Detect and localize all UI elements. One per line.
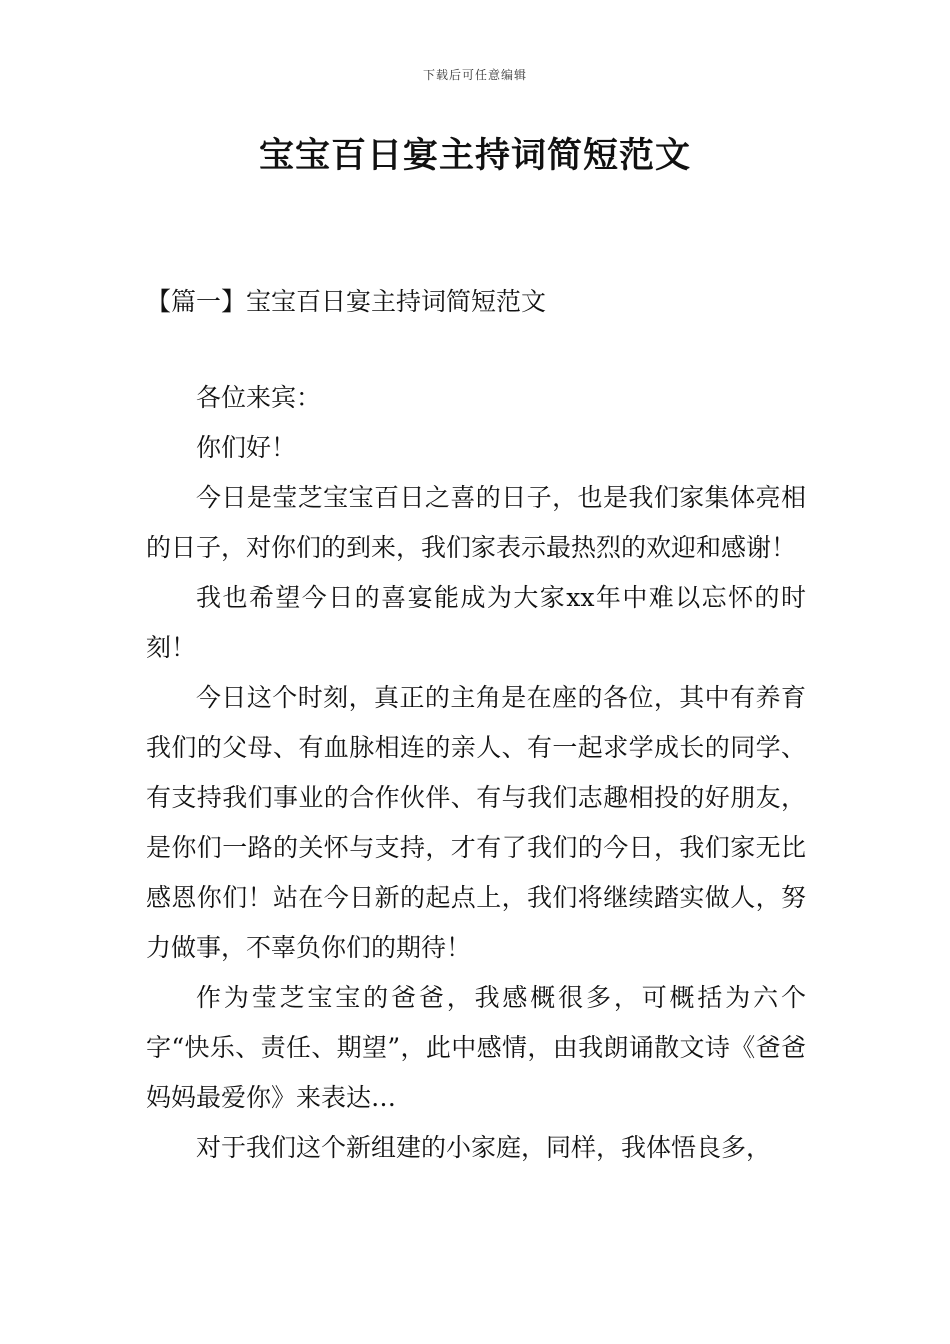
paragraph: 今日这个时刻，真正的主角是在座的各位，其中有养育我们的父母、有血脉相连的亲人、有一起求学成长的同学、有支持我们事业的合作伙伴、有与我们志趣相投的好朋友，是你们一路的关怀与支持，才有了我们的今日，我们家无比感恩你们！站在今日新的起点上，我们将继续踏实做人，努力做事，不辜负你们的期待！ — [146, 683, 806, 962]
paragraph: 你们好！ — [196, 433, 297, 462]
paragraph: 对于我们这个新组建的小家庭，同样，我体悟良多， — [196, 1133, 772, 1162]
document-body — [146, 373, 806, 1173]
section-heading: 【篇一】宝宝百日宴主持词简短范文 — [146, 287, 547, 316]
paragraph: 作为莹芝宝宝的爸爸，我感概很多，可概括为六个字“快乐、责任、期望”，此中感情，由我朗诵散文诗《爸爸妈妈最爱你》来表达… — [146, 983, 806, 1112]
paragraph: 各位来宾： — [196, 383, 322, 412]
document-title: 宝宝百日宴主持词简短范文 — [258, 135, 691, 176]
paragraph: 今日是莹芝宝宝百日之喜的日子，也是我们家集体亮相的日子，对你们的到来，我们家表示最热烈的欢迎和感谢！ — [146, 483, 806, 562]
header-note: 下载后可任意编辑 — [422, 68, 527, 82]
paragraph: 我也希望今日的喜宴能成为大家xx年中难以忘怀的时刻！ — [146, 583, 806, 662]
